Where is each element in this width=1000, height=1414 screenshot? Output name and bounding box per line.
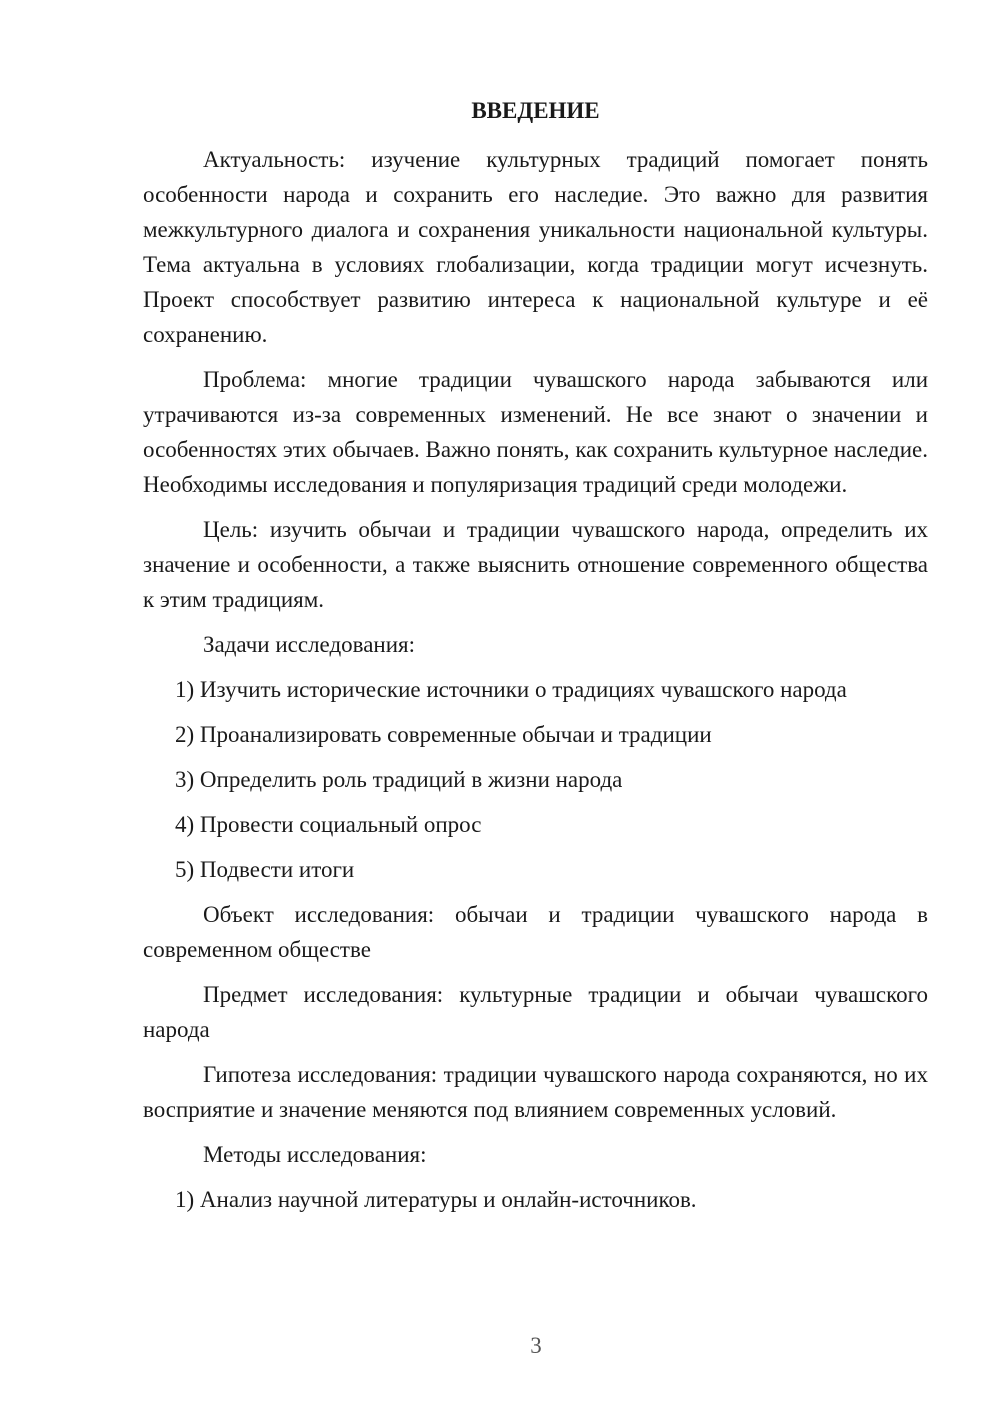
methods-heading: Методы исследования: <box>203 1142 427 1167</box>
object-paragraph: Объект исследования: обычаи и традиции чувашского народа в современном обществе <box>143 902 928 962</box>
relevance-paragraph: Актуальность: изучение культурных традиций помогает понять особенности народа и сохранить его наследие. Это важно для развития межкультурного диалога и сохранения уникальности национальной культуры. Тема актуальна в условиях глобализации, когда традиции могут исчезнуть. Проект способствует развитию интереса к национальной культуре и её сохранению. <box>143 147 928 347</box>
page-title: ВВЕДЕНИЕ <box>471 98 600 123</box>
list-item: 5) Подвести итоги <box>175 857 355 882</box>
methods-list <box>143 1182 928 1217</box>
page-content <box>143 96 928 1227</box>
list-item: 3) Определить роль традиций в жизни народа <box>175 767 623 792</box>
page-number: 3 <box>530 1333 542 1358</box>
list-item: 1) Анализ научной литературы и онлайн-источников. <box>175 1187 697 1212</box>
tasks-list <box>143 672 928 887</box>
problem-paragraph: Проблема: многие традиции чувашского народа забываются или утрачиваются из-за современных изменений. Не все знают о значении и особенностях этих обычаев. Важно понять, как сохранить культурное наследие. Необходимы исследования и популяризация традиций среди молодежи. <box>143 367 928 497</box>
tasks-heading: Задачи исследования: <box>203 632 416 657</box>
hypothesis-paragraph: Гипотеза исследования: традиции чувашского народа сохраняются, но их восприятие и значение меняются под влиянием современных условий. <box>143 1062 928 1122</box>
goal-paragraph: Цель: изучить обычаи и традиции чувашского народа, определить их значение и особенности, а также выяснить отношение современного общества к этим традициям. <box>143 517 928 612</box>
subject-paragraph: Предмет исследования: культурные традиции и обычаи чувашского народа <box>143 982 928 1042</box>
list-item: 4) Провести социальный опрос <box>175 812 482 837</box>
list-item: 1) Изучить исторические источники о традициях чувашского народа <box>175 677 847 702</box>
list-item: 2) Проанализировать современные обычаи и традиции <box>175 722 712 747</box>
